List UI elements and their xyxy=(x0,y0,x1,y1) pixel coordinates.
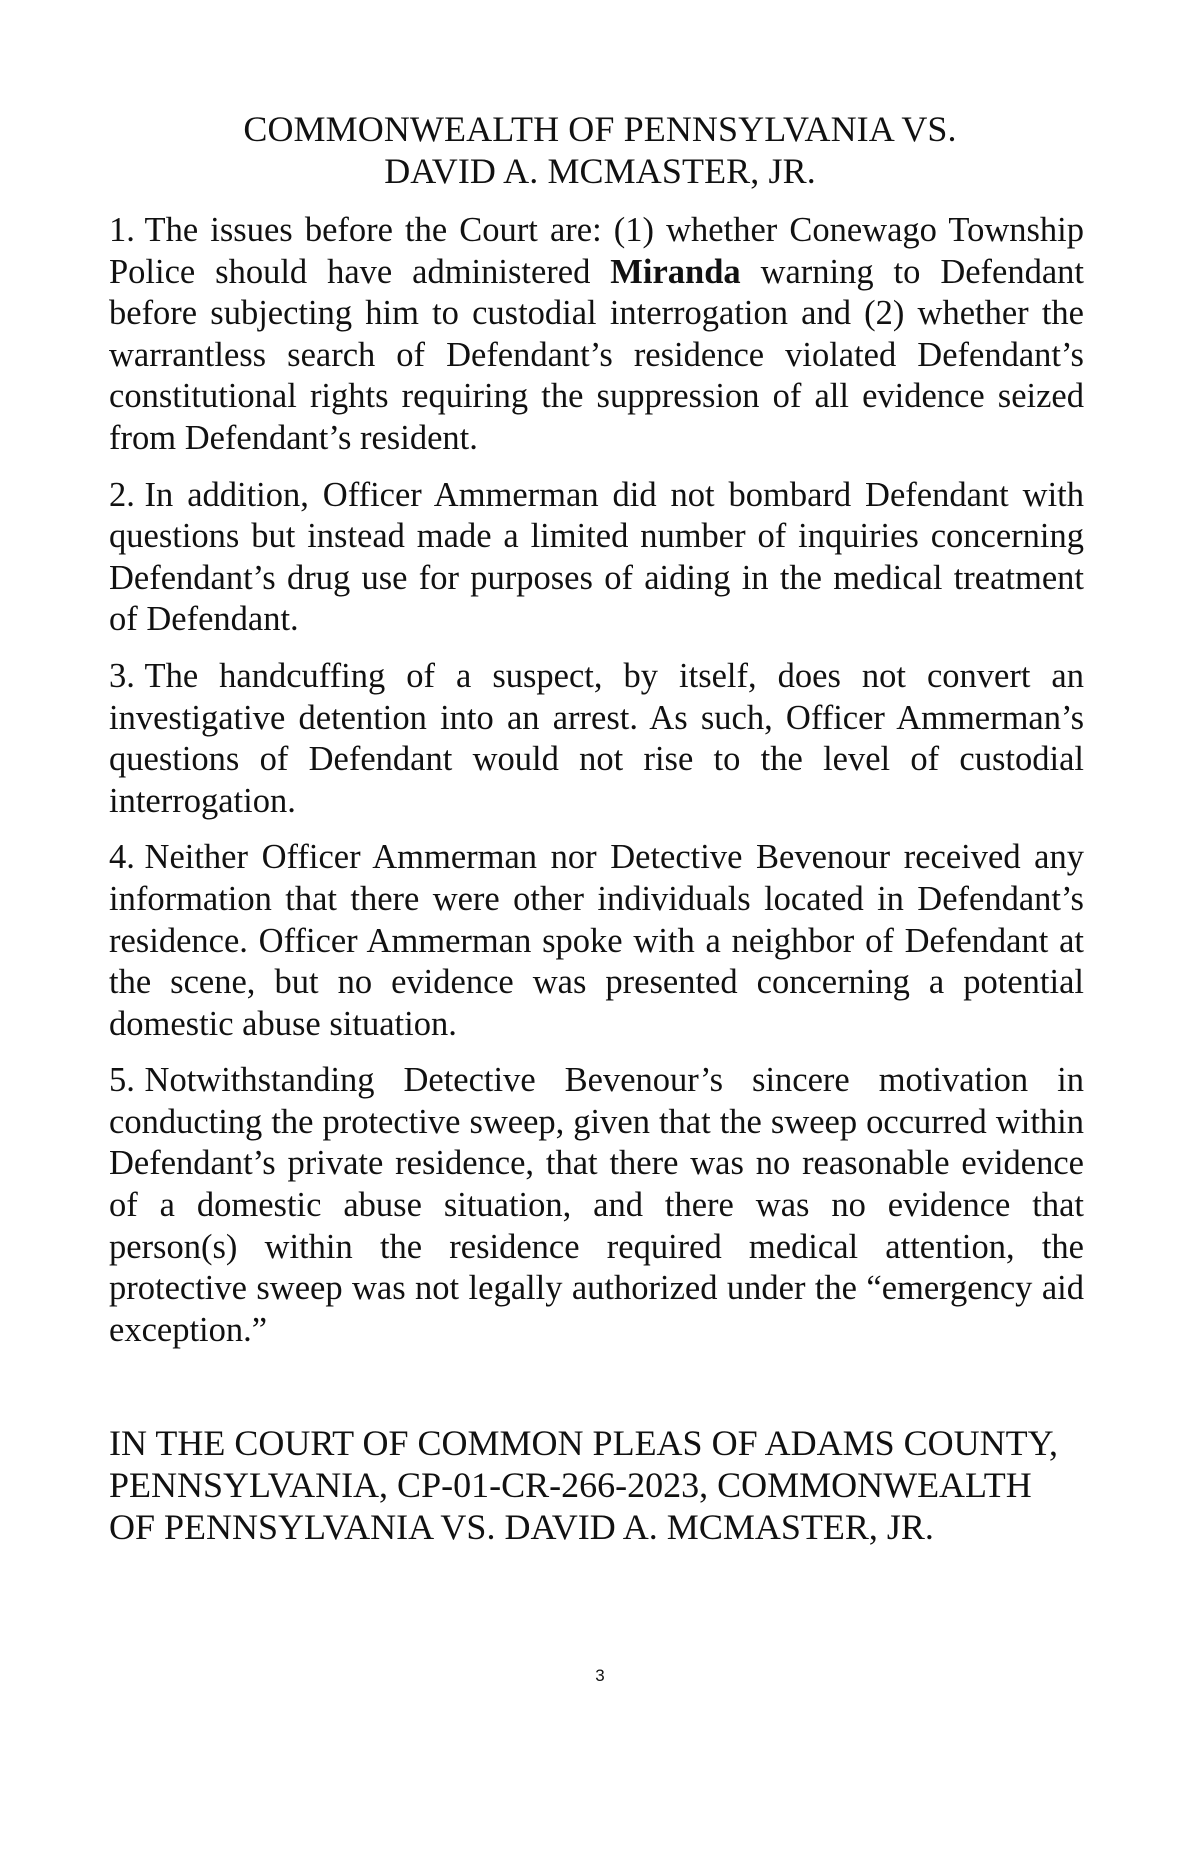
case-caption-line-2: DAVID A. MCMASTER, JR. xyxy=(384,151,816,191)
headnote-3 xyxy=(109,656,1084,822)
headnote-emphasis: Miranda xyxy=(610,252,741,291)
case-caption xyxy=(0,108,1200,192)
headnote-5 xyxy=(109,1060,1084,1351)
headnote-4 xyxy=(109,837,1084,1045)
headnote-number: 3. xyxy=(109,656,135,695)
court-reference-line-1: IN THE COURT OF COMMON PLEAS OF ADAMS COUNTY, xyxy=(109,1423,1058,1463)
headnote-text: warning to Defendant before subjecting him to custodial interrogation and (2) whether the warrantless search of Defendant’s residence violated Defendant’s constitutional rights requiring the suppression of all evidence seized from Defendant’s resident. xyxy=(109,252,1084,457)
headnote-2 xyxy=(109,475,1084,641)
headnote-text: The issues before the Court are: (1) whether Conewago Township Police should have administered xyxy=(109,211,1084,291)
headnote-1 xyxy=(109,210,1084,460)
page-number: 3 xyxy=(595,1666,605,1685)
court-reference xyxy=(109,1422,1084,1548)
headnotes xyxy=(109,210,1084,1366)
case-caption-line-1: COMMONWEALTH OF PENNSYLVANIA VS. xyxy=(243,109,957,149)
headnote-number: 1. xyxy=(109,211,135,249)
headnote-text: In addition, Officer Ammerman did not bombard Defendant with questions but instead made a limited number of inquiries concerning Defendant’s drug use for purposes of aiding in the medical treatment of Defendant. xyxy=(109,475,1084,639)
headnote-text: Notwithstanding Detective Bevenour’s sincere motivation in conducting the protective sweep, given that the sweep occurred within Defendant’s private residence, that there was no reasonable evidence of a domestic abuse situation, and there was no evidence that person(s) within the residence required medical attention, the protective sweep was not legally authorized under the “emergency aid exception.” xyxy=(109,1061,1084,1349)
court-reference-line-2: PENNSYLVANIA, CP-01-CR-266-2023, COMMONWEALTH xyxy=(109,1465,1032,1505)
court-reference-line-3: OF PENNSYLVANIA VS. DAVID A. MCMASTER, JR. xyxy=(109,1507,934,1547)
headnote-text: The handcuffing of a suspect, by itself, does not convert an investigative detention into an arrest. As such, Officer Ammerman’s questions of Defendant would not rise to the level of custodial interrogation. xyxy=(109,656,1084,820)
headnote-text: Neither Officer Ammerman nor Detective Bevenour received any information that there were other individuals located in Defendant’s residence. Officer Ammerman spoke with a neighbor of Defendant at the scene, but no evidence was presented concerning a potential domestic abuse situation. xyxy=(109,838,1084,1043)
headnote-number: 2. xyxy=(109,475,135,514)
headnote-number: 4. xyxy=(109,838,135,877)
headnote-number: 5. xyxy=(109,1061,135,1100)
